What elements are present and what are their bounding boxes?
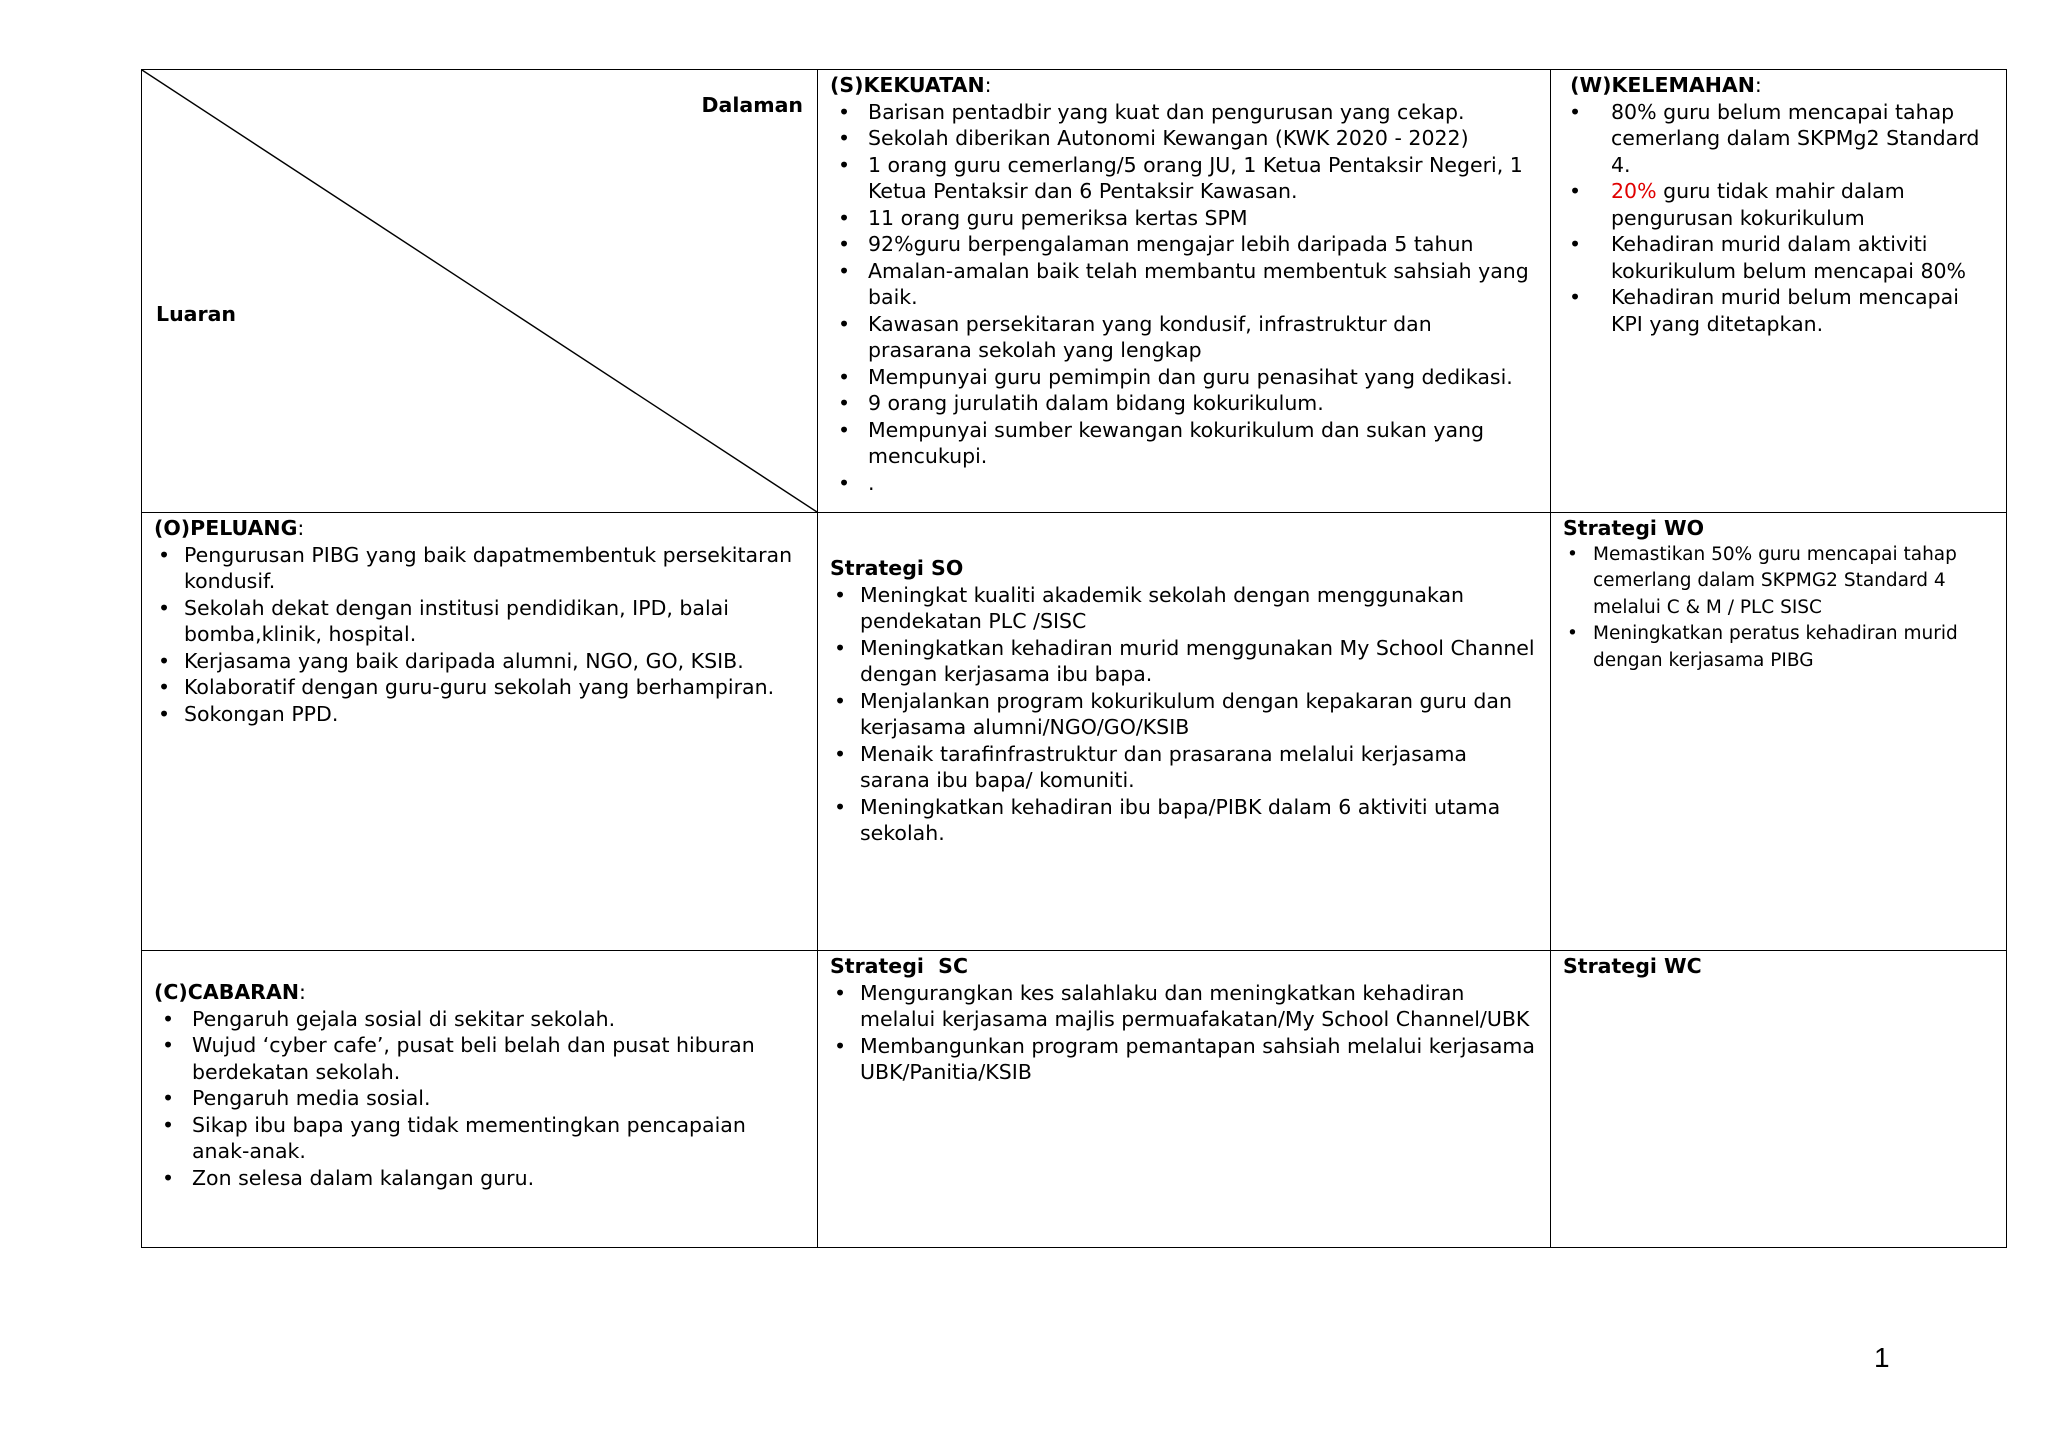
opportunities-heading: (O)PELUANG: bbox=[154, 516, 305, 540]
list-item: • Mengurangkan kes salahlaku dan meningkatkan kehadiran melalui kerjasama majlis permuafakatan/My School Channel/UBK bbox=[860, 980, 1538, 1033]
strategy-wo-list bbox=[1563, 542, 1994, 675]
list-item: • 80% guru belum mencapai tahap cemerlang dalam SKPMg2 Standard 4. bbox=[1611, 99, 1994, 179]
list-item: • Kehadiran murid dalam aktiviti kokurikulum belum mencapai 80% bbox=[1611, 231, 1994, 284]
strategy-so-list bbox=[830, 582, 1538, 847]
list-item: • Kehadiran murid belum mencapai KPI yang ditetapkan. bbox=[1611, 284, 1994, 337]
list-item: • Sikap ibu bapa yang tidak mementingkan pencapaian anak-anak. bbox=[192, 1112, 805, 1165]
external-label: Luaran bbox=[156, 302, 237, 326]
list-item: • Pengaruh gejala sosial di sekitar sekolah. bbox=[192, 1006, 805, 1033]
list-item: • Meningkatkan peratus kehadiran murid dengan kerjasama PIBG bbox=[1593, 621, 1994, 674]
list-item: • Pengurusan PIBG yang baik dapatmembentuk persekitaran kondusif. bbox=[184, 542, 805, 595]
list-item: • Amalan-amalan baik telah membantu membentuk sahsiah yang baik. bbox=[868, 258, 1538, 311]
strategy-wc-heading: Strategi WC bbox=[1563, 954, 1702, 978]
swot-table bbox=[141, 69, 2007, 1248]
strategy-sc-heading: Strategi SC bbox=[830, 954, 968, 978]
strategy-so-heading: Strategi SO bbox=[830, 556, 964, 580]
diagonal-divider bbox=[142, 70, 817, 512]
strategy-sc-cell bbox=[818, 951, 1551, 1248]
list-item: • 1 orang guru cemerlang/5 orang JU, 1 Ketua Pentaksir Negeri, 1 Ketua Pentaksir dan 6 Pentaksir Kawasan. bbox=[868, 152, 1538, 205]
list-item: • Kawasan persekitaran yang kondusif, infrastruktur dan prasarana sekolah yang lengkap bbox=[868, 311, 1538, 364]
list-item: • Wujud ‘cyber cafe’, pusat beli belah dan pusat hiburan berdekatan sekolah. bbox=[192, 1032, 805, 1085]
list-item: • Sekolah dekat dengan institusi pendidikan, IPD, balai bomba,klinik, hospital. bbox=[184, 595, 805, 648]
corner-cell bbox=[142, 70, 818, 513]
list-item: • Menaik tarafinfrastruktur dan prasarana melalui kerjasama sarana ibu bapa/ komuniti. bbox=[860, 741, 1538, 794]
threats-heading: (C)CABARAN: bbox=[154, 980, 306, 1004]
strategy-so-cell bbox=[818, 513, 1551, 951]
highlighted-percentage: 20% bbox=[1611, 179, 1657, 203]
list-item: • 92%guru berpengalaman mengajar lebih daripada 5 tahun bbox=[868, 231, 1538, 258]
list-item: • Kerjasama yang baik daripada alumni, NGO, GO, KSIB. bbox=[184, 648, 805, 675]
list-item: • 9 orang jurulatih dalam bidang kokurikulum. bbox=[868, 390, 1538, 417]
internal-label: Dalaman bbox=[701, 93, 803, 117]
strategy-wc-cell bbox=[1551, 951, 2007, 1248]
list-item: • Mempunyai guru pemimpin dan guru penasihat yang dedikasi. bbox=[868, 364, 1538, 391]
list-item: • Mempunyai sumber kewangan kokurikulum dan sukan yang mencukupi. bbox=[868, 417, 1538, 470]
strategy-sc-list bbox=[830, 980, 1538, 1086]
list-item: • Pengaruh media sosial. bbox=[192, 1085, 805, 1112]
list-item: • Menjalankan program kokurikulum dengan kepakaran guru dan kerjasama alumni/NGO/GO/KSIB bbox=[860, 688, 1538, 741]
list-item: • Memastikan 50% guru mencapai tahap cemerlang dalam SKPMG2 Standard 4 melalui C & M / PLC SISC bbox=[1593, 542, 1994, 622]
weaknesses-heading: (W)KELEMAHAN: bbox=[1570, 73, 1762, 97]
weaknesses-list bbox=[1563, 99, 1994, 338]
list-item: • . bbox=[868, 470, 1538, 497]
strategy-wo-heading: Strategi WO bbox=[1563, 516, 1705, 540]
strategy-wo-cell bbox=[1551, 513, 2007, 951]
list-item: • Sekolah diberikan Autonomi Kewangan (KWK 2020 - 2022) bbox=[868, 125, 1538, 152]
list-item: • Sokongan PPD. bbox=[184, 701, 805, 728]
list-item: • Meningkatkan kehadiran ibu bapa/PIBK dalam 6 aktiviti utama sekolah. bbox=[860, 794, 1538, 847]
list-item: • Membangunkan program pemantapan sahsiah melalui kerjasama UBK/Panitia/KSIB bbox=[860, 1033, 1538, 1086]
strengths-list bbox=[830, 99, 1538, 497]
list-item: • Kolaboratif dengan guru-guru sekolah yang berhampiran. bbox=[184, 674, 805, 701]
list-item: • Meningkat kualiti akademik sekolah dengan menggunakan pendekatan PLC /SISC bbox=[860, 582, 1538, 635]
strengths-cell bbox=[818, 70, 1551, 513]
list-item: • 20% guru tidak mahir dalam pengurusan kokurikulum bbox=[1611, 178, 1994, 231]
threats-cell bbox=[142, 951, 818, 1248]
strengths-heading: (S)KEKUATAN: bbox=[830, 73, 992, 97]
list-item: • Zon selesa dalam kalangan guru. bbox=[192, 1165, 805, 1192]
opportunities-list bbox=[154, 542, 805, 728]
opportunities-cell bbox=[142, 513, 818, 951]
list-item: • Barisan pentadbir yang kuat dan pengurusan yang cekap. bbox=[868, 99, 1538, 126]
list-item: • Meningkatkan kehadiran murid menggunakan My School Channel dengan kerjasama ibu bapa. bbox=[860, 635, 1538, 688]
list-item: • 11 orang guru pemeriksa kertas SPM bbox=[868, 205, 1538, 232]
weaknesses-cell bbox=[1551, 70, 2007, 513]
threats-list bbox=[142, 1006, 805, 1192]
page-number: 1 bbox=[1874, 1342, 1890, 1373]
